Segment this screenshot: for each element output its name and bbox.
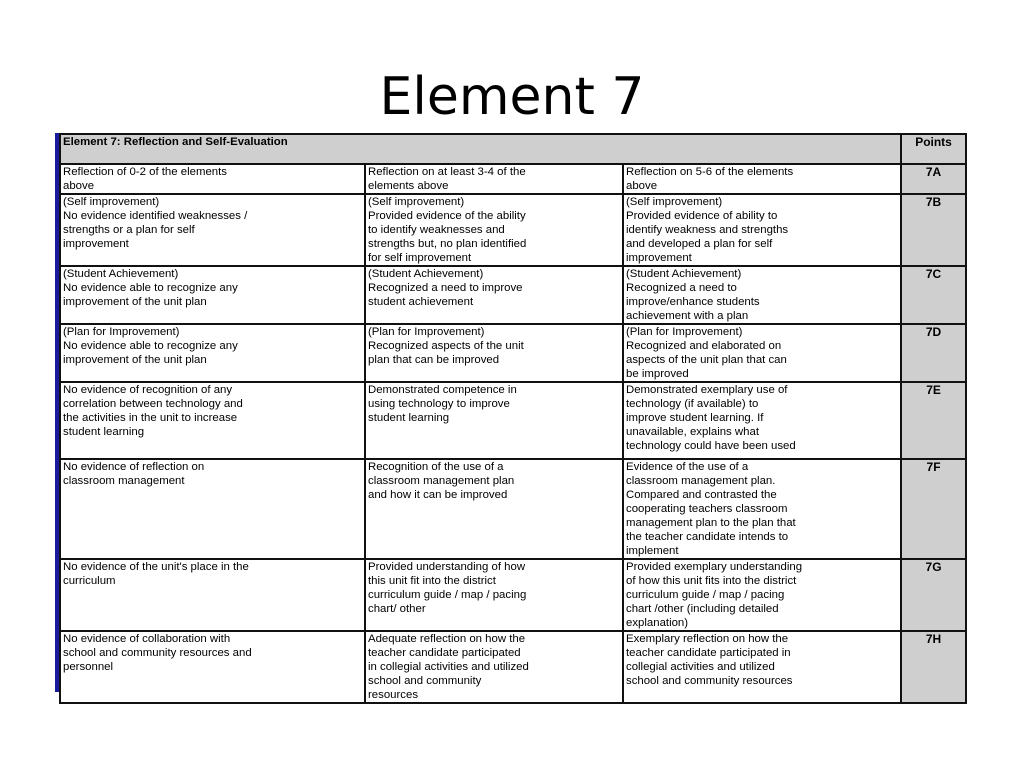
cell-text-line: No evidence of collaboration with — [63, 633, 231, 645]
rubric-cell-level-3 — [623, 382, 901, 459]
cell-text-line: teacher candidate participated — [368, 647, 521, 659]
rubric-cell-level-3 — [623, 324, 901, 382]
rubric-cell-level-3 — [623, 559, 901, 631]
cell-text-line: Reflection on 5-6 of the elements — [626, 166, 794, 178]
cell-text-line: classroom management plan — [368, 475, 515, 487]
cell-text-line: classroom management plan. — [626, 475, 776, 487]
cell-text-line: explanation) — [626, 617, 689, 629]
cell-text-line: achievement with a plan — [626, 310, 749, 322]
rubric-row — [60, 164, 966, 194]
cell-text-line: (Plan for Improvement) — [368, 326, 485, 338]
rubric-cell-level-1 — [60, 164, 365, 194]
cell-text-line: curriculum guide / map / pacing — [368, 589, 527, 601]
rubric-cell-level-1 — [60, 324, 365, 382]
points-code: 7H — [901, 631, 966, 703]
cell-text-line: Recognized a need to improve — [368, 282, 523, 294]
rubric-row — [60, 324, 966, 382]
cell-text-line: and developed a plan for self — [626, 238, 773, 250]
rubric-cell-level-1 — [60, 631, 365, 703]
points-code: 7C — [901, 266, 966, 324]
rubric-row — [60, 194, 966, 266]
rubric-cell-level-2 — [365, 382, 623, 459]
cell-text-line: Reflection on at least 3-4 of the — [368, 166, 526, 178]
cell-text-line: resources — [368, 689, 419, 701]
cell-text-line: Exemplary reflection on how the — [626, 633, 789, 645]
cell-text-line: Provided evidence of ability to — [626, 210, 778, 222]
cell-text-line: Recognition of the use of a — [368, 461, 504, 473]
cell-text-line: Recognized aspects of the unit — [368, 340, 524, 352]
rubric-row — [60, 266, 966, 324]
rubric-cell-level-1 — [60, 194, 365, 266]
rubric-header-row — [60, 134, 966, 164]
rubric-cell-level-3 — [623, 631, 901, 703]
cell-text-line: be improved — [626, 368, 689, 380]
rubric-table — [59, 133, 967, 704]
cell-text-line: Adequate reflection on how the — [368, 633, 526, 645]
cell-text-line: improvement — [63, 238, 129, 250]
cell-text-line: of how this unit fits into the district — [626, 575, 797, 587]
cell-text-line: identify weakness and strengths — [626, 224, 789, 236]
cell-text-line: chart/ other — [368, 603, 426, 615]
cell-text-line: No evidence identified weaknesses / — [63, 210, 248, 222]
points-code: 7G — [901, 559, 966, 631]
cell-text-line: personnel — [63, 661, 114, 673]
cell-text-line: school and community — [368, 675, 482, 687]
cell-text-line: aspects of the unit plan that can — [626, 354, 787, 366]
rubric-heading: Element 7: Reflection and Self-Evaluation — [60, 134, 901, 164]
cell-text-line: this unit fit into the district — [368, 575, 496, 587]
cell-text-line: (Plan for Improvement) — [63, 326, 180, 338]
points-code: 7D — [901, 324, 966, 382]
cell-text-line: Reflection of 0-2 of the elements — [63, 166, 227, 178]
cell-text-line: above — [626, 180, 658, 192]
cell-text-line: Recognized and elaborated on — [626, 340, 782, 352]
cell-text-line: improvement of the unit plan — [63, 354, 207, 366]
cell-text-line: Demonstrated competence in — [368, 384, 517, 396]
cell-text-line: No evidence of reflection on — [63, 461, 205, 473]
rubric-cell-level-2 — [365, 164, 623, 194]
cell-text-line: (Student Achievement) — [63, 268, 179, 280]
cell-text-line: (Self improvement) — [368, 196, 465, 208]
cell-text-line: No evidence of the unit's place in the — [63, 561, 249, 573]
cell-text-line: improve student learning. If — [626, 412, 764, 424]
cell-text-line: No evidence of recognition of any — [63, 384, 233, 396]
cell-text-line: elements above — [368, 180, 449, 192]
points-code: 7B — [901, 194, 966, 266]
cell-text-line: the activities in the unit to increase — [63, 412, 238, 424]
rubric-table-container — [55, 133, 965, 701]
cell-text-line: school and community resources — [626, 675, 793, 687]
cell-text-line: to identify weaknesses and — [368, 224, 505, 236]
rubric-row — [60, 459, 966, 559]
cell-text-line: Provided exemplary understanding — [626, 561, 803, 573]
rubric-row — [60, 631, 966, 703]
cell-text-line: Provided understanding of how — [368, 561, 526, 573]
cell-text-line: collegial activities and utilized — [626, 661, 775, 673]
rubric-cell-level-2 — [365, 324, 623, 382]
rubric-cell-level-2 — [365, 266, 623, 324]
cell-text-line: student learning — [63, 426, 145, 438]
slide-title: Element 7 — [379, 67, 645, 127]
cell-text-line: unavailable, explains what — [626, 426, 759, 438]
rubric-cell-level-3 — [623, 164, 901, 194]
cell-text-line: (Self improvement) — [63, 196, 160, 208]
rubric-cell-level-1 — [60, 382, 365, 459]
cell-text-line: Demonstrated exemplary use of — [626, 384, 788, 396]
cell-text-line: technology (if available) to — [626, 398, 759, 410]
cell-text-line: for self improvement — [368, 252, 472, 264]
cell-text-line: implement — [626, 545, 679, 557]
rubric-body — [60, 164, 966, 703]
rubric-cell-level-3 — [623, 194, 901, 266]
cell-text-line: strengths or a plan for self — [63, 224, 195, 236]
rubric-cell-level-1 — [60, 266, 365, 324]
rubric-cell-level-2 — [365, 194, 623, 266]
cell-text-line: correlation between technology and — [63, 398, 243, 410]
rubric-cell-level-1 — [60, 459, 365, 559]
cell-text-line: student learning — [368, 412, 450, 424]
cell-text-line: Evidence of the use of a — [626, 461, 749, 473]
points-header: Points — [901, 134, 966, 164]
cell-text-line: Recognized a need to — [626, 282, 737, 294]
cell-text-line: (Self improvement) — [626, 196, 723, 208]
cell-text-line: improvement of the unit plan — [63, 296, 207, 308]
rubric-cell-level-3 — [623, 266, 901, 324]
cell-text-line: curriculum — [63, 575, 116, 587]
rubric-row — [60, 382, 966, 459]
cell-text-line: (Student Achievement) — [626, 268, 742, 280]
cell-text-line: No evidence able to recognize any — [63, 282, 238, 294]
cell-text-line: in collegial activities and utilized — [368, 661, 529, 673]
cell-text-line: (Plan for Improvement) — [626, 326, 743, 338]
cell-text-line: technology could have been used — [626, 440, 796, 452]
cell-text-line: No evidence able to recognize any — [63, 340, 238, 352]
rubric-cell-level-2 — [365, 631, 623, 703]
cell-text-line: improvement — [626, 252, 692, 264]
cell-text-line: management plan to the plan that — [626, 517, 796, 529]
cell-text-line: above — [63, 180, 95, 192]
cell-text-line: strengths but, no plan identified — [368, 238, 527, 250]
cell-text-line: improve/enhance students — [626, 296, 760, 308]
points-code: 7A — [901, 164, 966, 194]
cell-text-line: the teacher candidate intends to — [626, 531, 789, 543]
cell-text-line: using technology to improve — [368, 398, 510, 410]
points-code: 7F — [901, 459, 966, 559]
cell-text-line: teacher candidate participated in — [626, 647, 791, 659]
rubric-row — [60, 559, 966, 631]
cell-text-line: Compared and contrasted the — [626, 489, 777, 501]
rubric-cell-level-2 — [365, 559, 623, 631]
cell-text-line: curriculum guide / map / pacing — [626, 589, 785, 601]
cell-text-line: (Student Achievement) — [368, 268, 484, 280]
cell-text-line: classroom management — [63, 475, 185, 487]
cell-text-line: and how it can be improved — [368, 489, 508, 501]
cell-text-line: school and community resources and — [63, 647, 252, 659]
rubric-cell-level-2 — [365, 459, 623, 559]
cell-text-line: student achievement — [368, 296, 474, 308]
points-code: 7E — [901, 382, 966, 459]
cell-text-line: cooperating teachers classroom — [626, 503, 788, 515]
rubric-cell-level-3 — [623, 459, 901, 559]
cell-text-line: plan that can be improved — [368, 354, 500, 366]
cell-text-line: Provided evidence of the ability — [368, 210, 526, 222]
cell-text-line: chart /other (including detailed — [626, 603, 779, 615]
rubric-cell-level-1 — [60, 559, 365, 631]
